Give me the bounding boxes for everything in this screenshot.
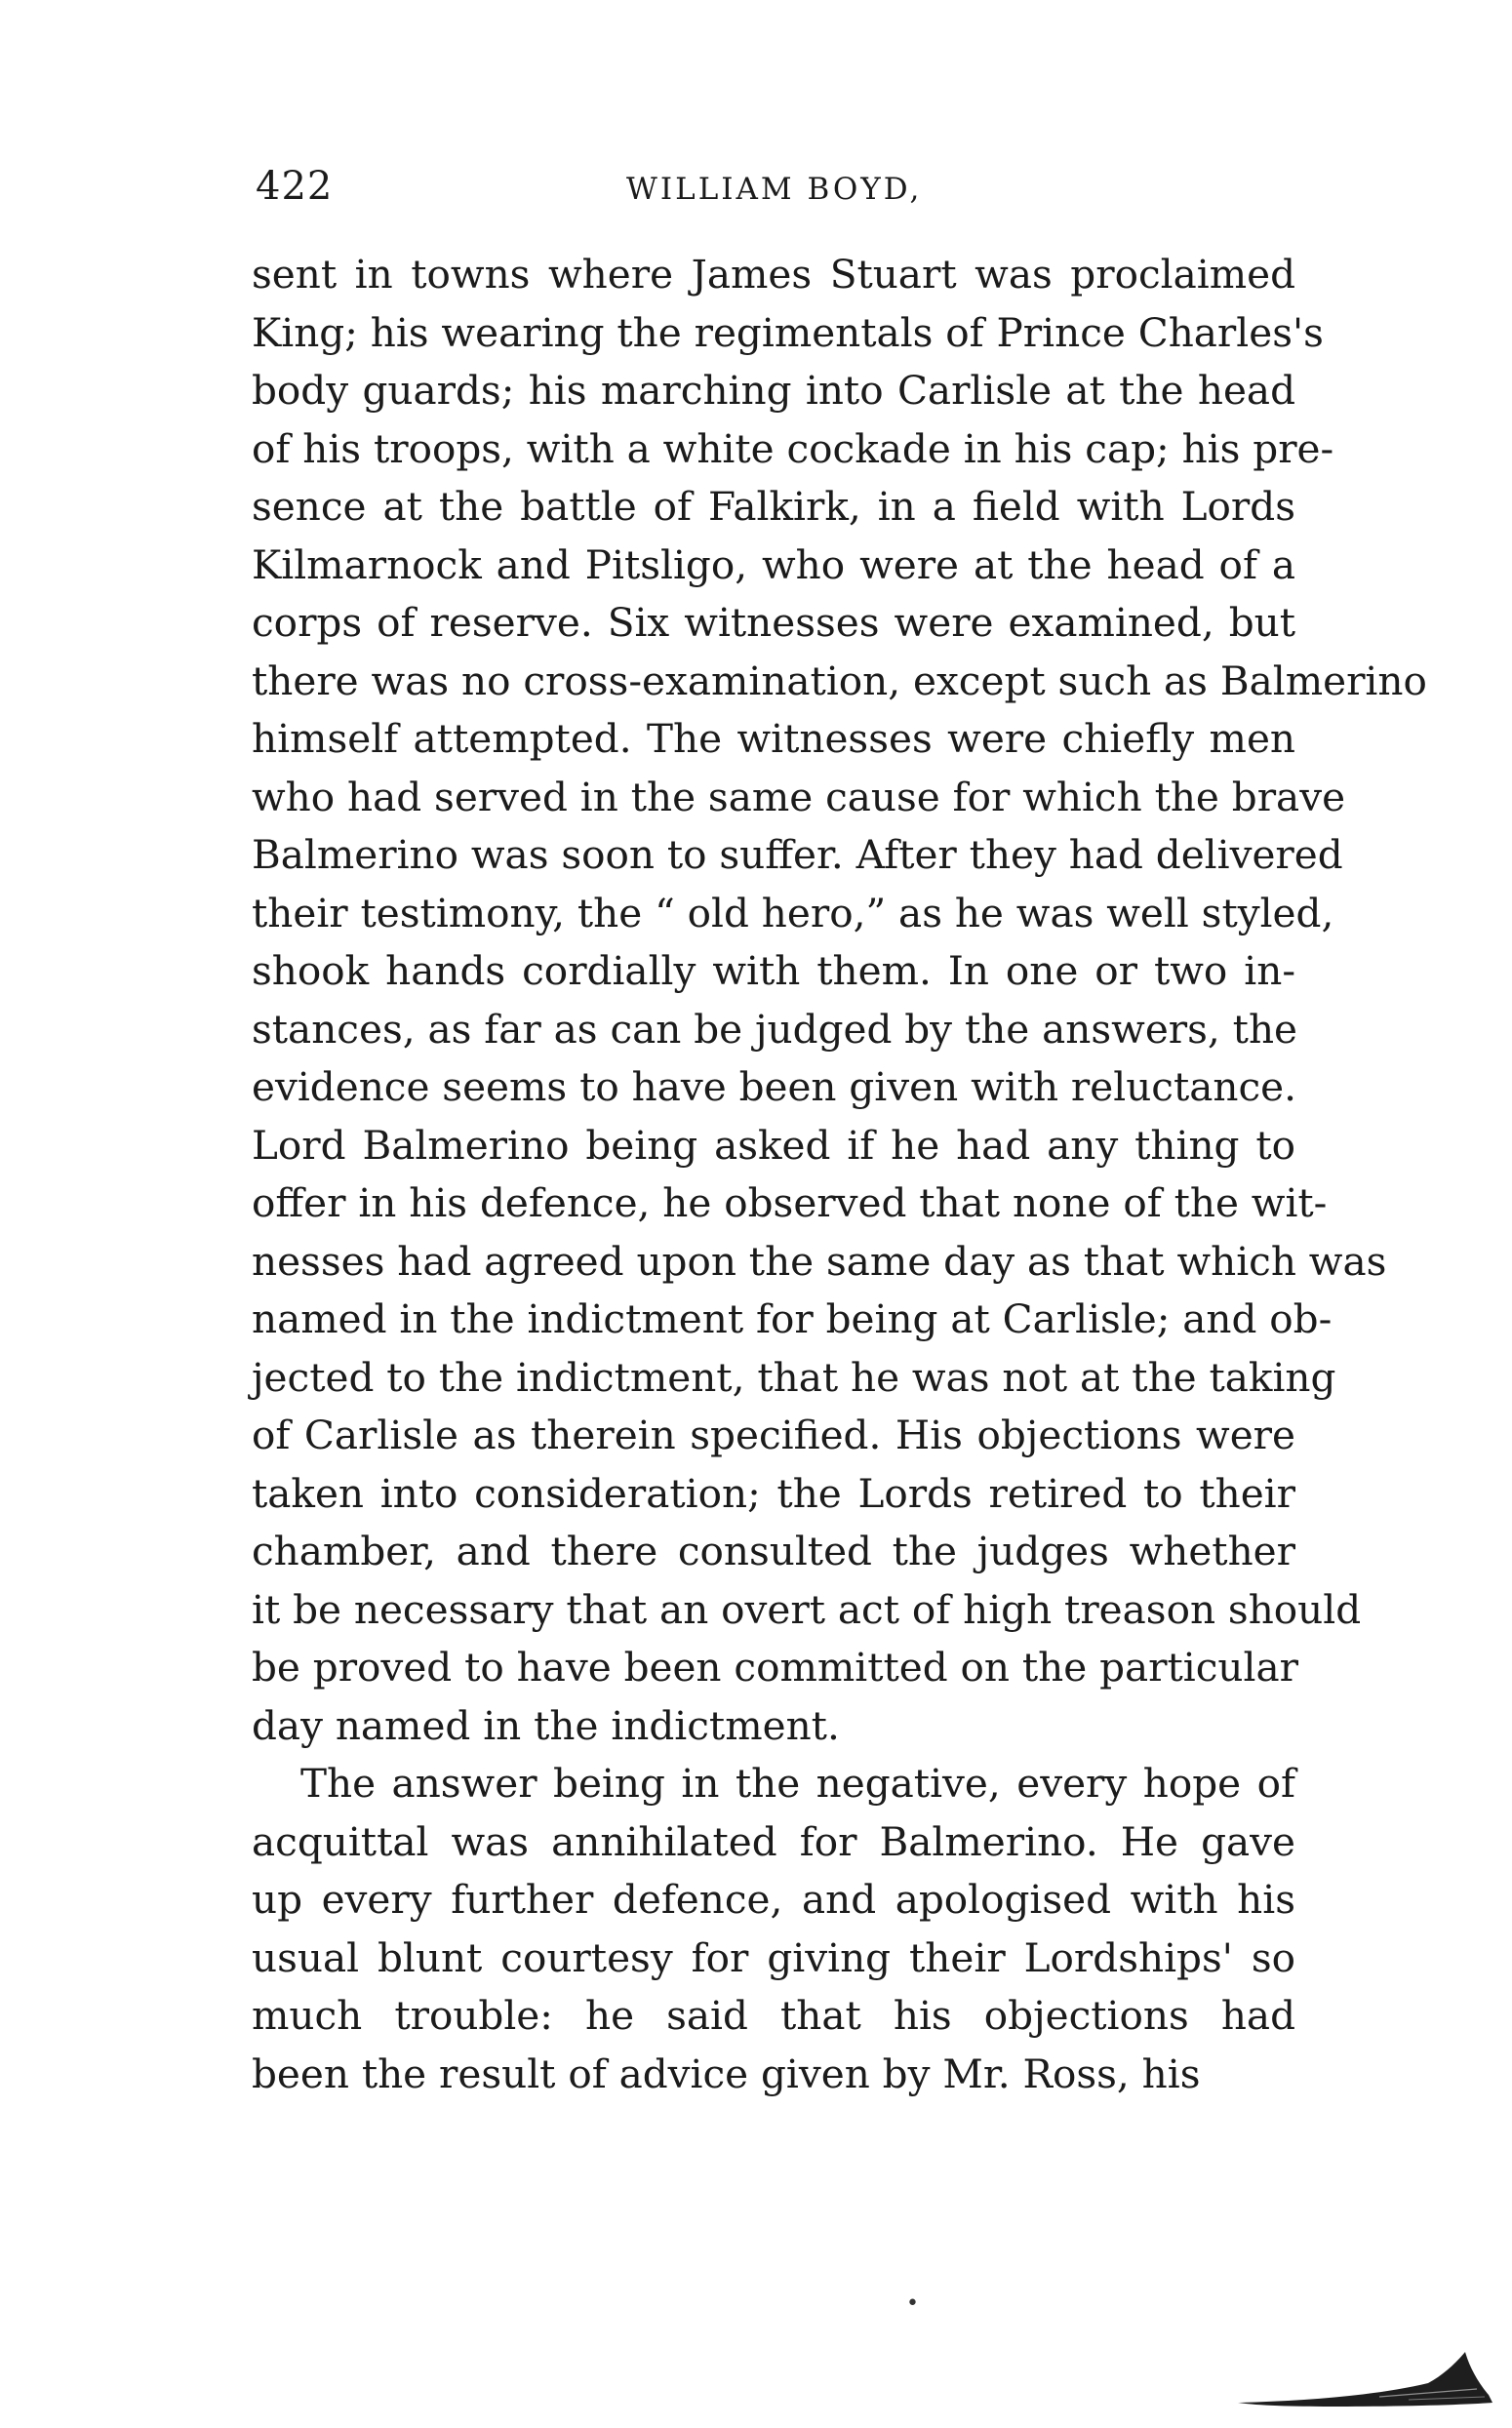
stray-mark: •	[906, 2291, 919, 2316]
text-line: The answer being in the negative, every hope of	[300, 1760, 1295, 1807]
body-text	[252, 246, 1427, 2103]
text-line: stances, as far as can be judged by the answers, the	[252, 1005, 1298, 1053]
text-line: nesses had agreed upon the same day as that which was	[252, 1237, 1387, 1285]
text-line: chamber, and there consulted the judges whether	[252, 1528, 1295, 1574]
text-line: corps of reserve. Six witnesses were examined, but	[252, 599, 1295, 646]
text-line: King; his wearing the regimentals of Prince Charles's	[252, 308, 1324, 356]
text-line: up every further defence, and apologised with his	[252, 1876, 1295, 1923]
text-line: much trouble: he said that his objections had	[252, 1992, 1295, 2039]
text-line: evidence seems to have been given with reluctance.	[252, 1063, 1296, 1110]
text-line: Balmerino was soon to suffer. After they had delivered	[252, 831, 1343, 878]
text-line: acquittal was annihilated for Balmerino. He gave	[252, 1817, 1295, 1865]
text-line: of his troops, with a white cockade in his cap; his pre-	[252, 424, 1334, 472]
text-line: Lord Balmerino being asked if he had any thing to	[252, 1121, 1295, 1169]
text-line: who had served in the same cause for which the brave	[252, 773, 1346, 820]
text-line: sence at the battle of Falkirk, in a field with Lords	[252, 483, 1295, 530]
text-line: usual blunt courtesy for giving their Lordships' so	[252, 1933, 1295, 1981]
page-number: 422	[256, 164, 334, 209]
text-line: there was no cross-examination, except such as Balmerino	[252, 657, 1427, 704]
text-line: himself attempted. The witnesses were chiefly men	[252, 715, 1295, 762]
text-line: of Carlisle as therein specified. His objections were	[252, 1412, 1295, 1458]
text-line: jected to the indictment, that he was not at the taking	[252, 1353, 1336, 1401]
text-line: body guards; his marching into Carlisle at the head	[252, 367, 1295, 414]
text-line: Kilmarnock and Pitsligo, who were at the head of a	[252, 540, 1295, 588]
text-line: been the result of advice given by Mr. Ross, his	[252, 2050, 1201, 2097]
text-line: shook hands cordially with them. In one or two in-	[252, 947, 1295, 994]
text-line: offer in his defence, he observed that none of the wit-	[252, 1179, 1328, 1226]
page-header	[256, 164, 1290, 222]
text-line: be proved to have been committed on the particular	[252, 1644, 1298, 1691]
text-line: taken into consideration; the Lords retired to their	[252, 1469, 1295, 1517]
text-line: it be necessary that an overt act of high treason should	[252, 1585, 1362, 1633]
text-line: named in the indictment for being at Carlisle; and ob-	[252, 1295, 1333, 1342]
text-line: day named in the indictment.	[252, 1701, 840, 1749]
text-line: their testimony, the “ old hero,” as he was well styled,	[252, 889, 1334, 936]
text-line: sent in towns where James Stuart was proclaimed	[252, 251, 1295, 298]
running-head: WILLIAM BOYD,	[626, 172, 923, 207]
ornament-icon	[1233, 2346, 1496, 2414]
